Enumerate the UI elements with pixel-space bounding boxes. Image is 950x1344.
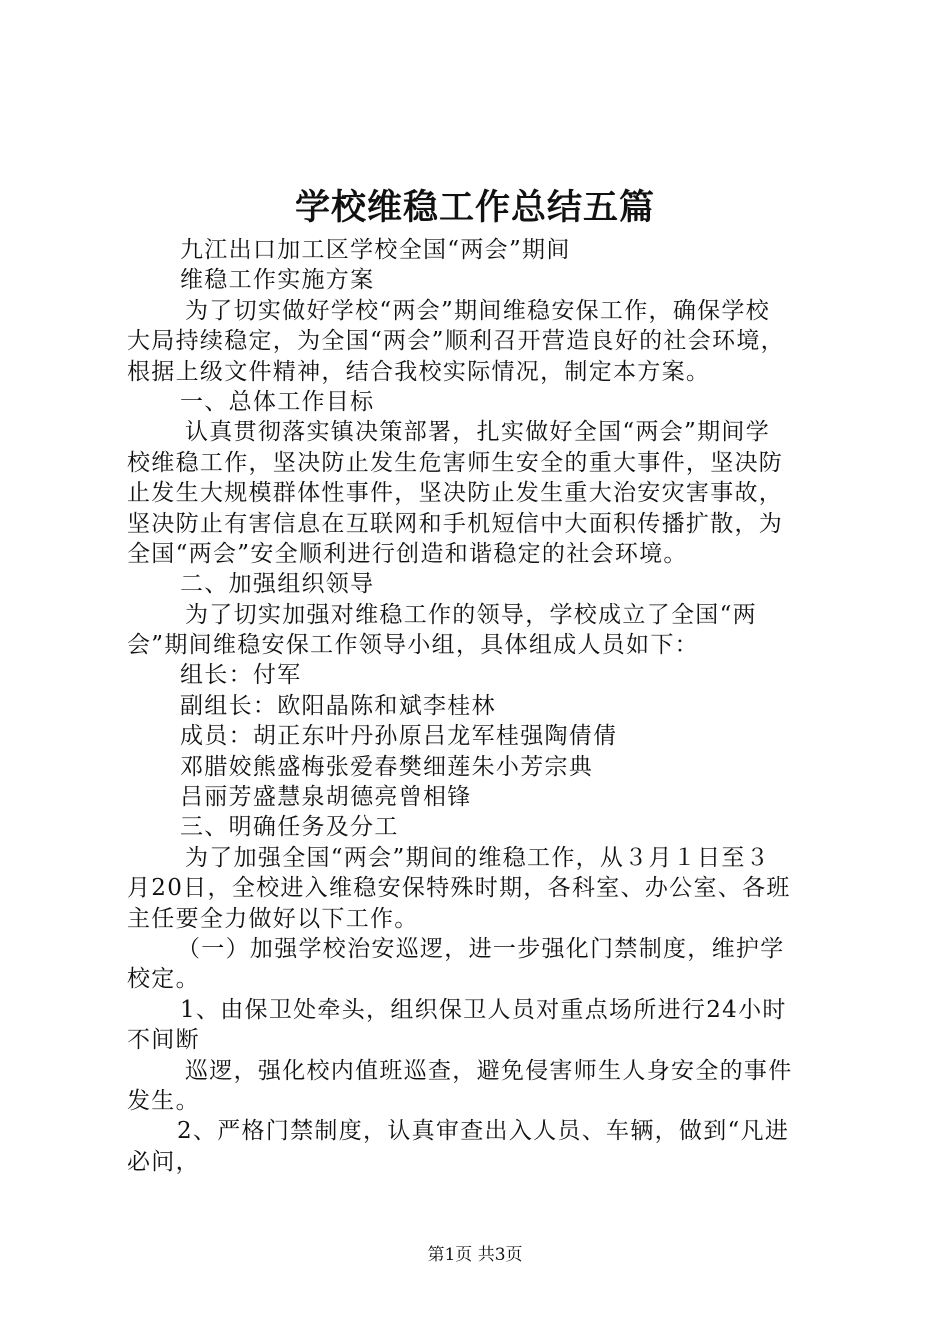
text-line: 坚决防止有害信息在互联网和手机短信中大面积传播扩散，为 bbox=[127, 510, 784, 537]
page-footer: 第1页 共3页 bbox=[427, 1245, 523, 1265]
text-line: 大局持续稳定，为全国“两会”顺利召开营造良好的社会环境， bbox=[127, 328, 785, 355]
text-line: 主任要全力做好以下工作。 bbox=[127, 905, 419, 932]
text-line: 组长：付军 bbox=[180, 662, 302, 689]
text-line: 止发生大规模群体性事件，坚决防止发生重大治安灾害事故， bbox=[127, 480, 784, 507]
text-line: 会”期间维稳安保工作领导小组，具体组成人员如下： bbox=[127, 632, 699, 659]
text-line: 发生。 bbox=[127, 1087, 200, 1114]
text-line: 为了切实做好学校“两会”期间维稳安保工作，确保学校 bbox=[185, 297, 771, 324]
text-line: 校维稳工作，坚决防止发生危害师生安全的重大事件，坚决防 bbox=[127, 449, 784, 476]
text-line: 副组长：欧阳晶陈和斌李桂林 bbox=[180, 692, 496, 719]
text-line: 为了切实加强对维稳工作的领导，学校成立了全国“两 bbox=[185, 601, 757, 628]
text-line: 成员：胡正东叶丹孙原吕龙军桂强陶倩倩 bbox=[180, 723, 618, 750]
text-line: 2、严格门禁制度，认真审查出入人员、车辆，做到“凡进 bbox=[177, 1118, 790, 1145]
text-line: 不间断 bbox=[127, 1027, 200, 1054]
text-line: 邓腊姣熊盛梅张爱春樊细莲朱小芳宗典 bbox=[180, 753, 594, 780]
text-line: 根据上级文件精神，结合我校实际情况，制定本方案。 bbox=[127, 358, 711, 385]
text-line: 1、由保卫处牵头，组织保卫人员对重点场所进行24小时 bbox=[180, 996, 787, 1023]
text-line: 九江出口加工区学校全国“两会”期间 bbox=[180, 237, 571, 263]
text-line: 巡逻，强化校内值班巡查，避免侵害师生人身安全的事件 bbox=[185, 1057, 793, 1084]
text-line: 校定。 bbox=[127, 966, 200, 993]
text-line: 维稳工作实施方案 bbox=[180, 267, 375, 294]
text-line: 为了加强全国“两会”期间的维稳工作，从３月１日至３ bbox=[185, 844, 771, 871]
text-line: 一、总体工作目标 bbox=[180, 388, 375, 415]
document-body bbox=[127, 235, 833, 1177]
text-line: 全国“两会”安全顺利进行创造和谐稳定的社会环境。 bbox=[127, 540, 688, 567]
text-line: 月20日，全校进入维稳安保特殊时期，各科室、办公室、各班 bbox=[127, 875, 791, 902]
text-line: 必问， bbox=[127, 1148, 200, 1175]
document-title: 学校维稳工作总结五篇 bbox=[294, 187, 655, 228]
text-line: 认真贯彻落实镇决策部署，扎实做好全国“两会”期间学 bbox=[185, 419, 771, 446]
text-line: （一）加强学校治安巡逻，进一步强化门禁制度，维护学 bbox=[177, 935, 785, 962]
text-line: 二、加强组织领导 bbox=[180, 571, 375, 598]
text-line: 吕丽芳盛慧泉胡德亮曾相锋 bbox=[180, 784, 472, 811]
text-line: 三、明确任务及分工 bbox=[180, 814, 399, 841]
